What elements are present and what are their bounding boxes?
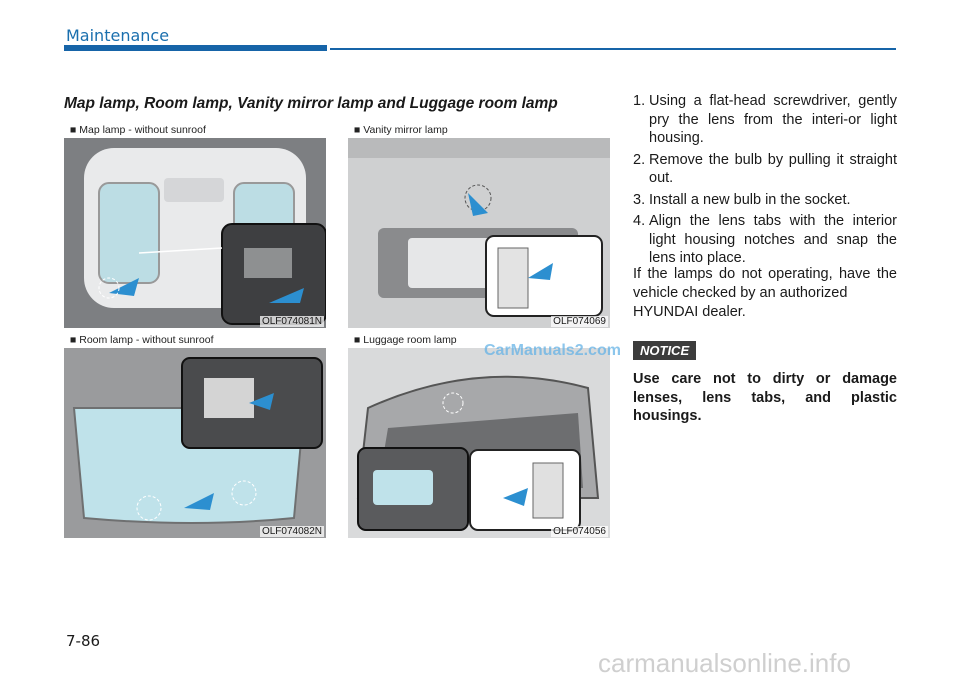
figure-code: OLF074081N xyxy=(261,316,322,327)
section-title: Maintenance xyxy=(66,26,170,45)
header-rule-thick xyxy=(64,45,327,51)
step-number: 4. xyxy=(633,213,646,229)
figure-caption: ■ Room lamp - without sunroof xyxy=(64,333,326,348)
step-item xyxy=(633,92,897,148)
figure-illustration xyxy=(64,348,326,538)
step-text: Install a new bulb in the socket. xyxy=(649,191,851,208)
step-number: 2. xyxy=(633,151,646,168)
figure-code: OLF074056 xyxy=(553,526,606,537)
page-number: 7-86 xyxy=(66,632,101,650)
figure-caption: ■ Luggage room lamp xyxy=(348,333,610,348)
map-lamp-illustration xyxy=(64,138,326,328)
step-item xyxy=(633,191,897,210)
figure-vanity-lamp xyxy=(348,123,610,328)
figure-caption: ■ Map lamp - without sunroof xyxy=(64,123,326,138)
step-item xyxy=(633,151,897,188)
step-text: Align the lens tabs with the interior light housing notches and snap the lens into place. xyxy=(649,213,897,266)
figure-illustration xyxy=(64,138,326,328)
dealer-paragraph: If the lamps do not operating, have the vehicle checked by an authorized xyxy=(633,266,897,301)
figure-code: OLF074082N xyxy=(261,526,322,537)
header-rule-thin xyxy=(330,48,896,50)
figure-illustration xyxy=(348,348,610,538)
step-number: 3. xyxy=(633,191,646,208)
step-text: Remove the bulb by pulling it straight out. xyxy=(649,151,897,186)
figure-map-lamp xyxy=(64,123,326,328)
footer-watermark: carmanualsonline.info xyxy=(598,648,851,676)
step-number: 1. xyxy=(633,93,646,109)
figure-code: OLF074069 xyxy=(553,316,606,327)
room-lamp-illustration xyxy=(64,348,326,538)
luggage-lamp-illustration xyxy=(348,348,610,538)
figure-luggage-lamp xyxy=(348,333,610,538)
notice-badge: NOTICE xyxy=(633,341,696,360)
watermark: CarManuals2.com xyxy=(484,342,621,359)
page-heading: Map lamp, Room lamp, Vanity mirror lamp and Luggage room lamp xyxy=(64,95,558,112)
figure-room-lamp xyxy=(64,333,326,538)
dealer-paragraph-line2: HYUNDAI dealer. xyxy=(633,304,746,320)
step-text: Using a flat-head screwdriver, gently pry the lens from the interi-or light housing. xyxy=(649,93,897,146)
figure-illustration xyxy=(348,138,610,328)
notice-text: Use care not to dirty or damage lenses, lens tabs, and plastic housings. xyxy=(633,371,897,424)
vanity-lamp-illustration xyxy=(348,138,610,328)
step-item xyxy=(633,212,897,268)
instruction-steps xyxy=(633,92,897,271)
figure-caption: ■ Vanity mirror lamp xyxy=(348,123,610,138)
